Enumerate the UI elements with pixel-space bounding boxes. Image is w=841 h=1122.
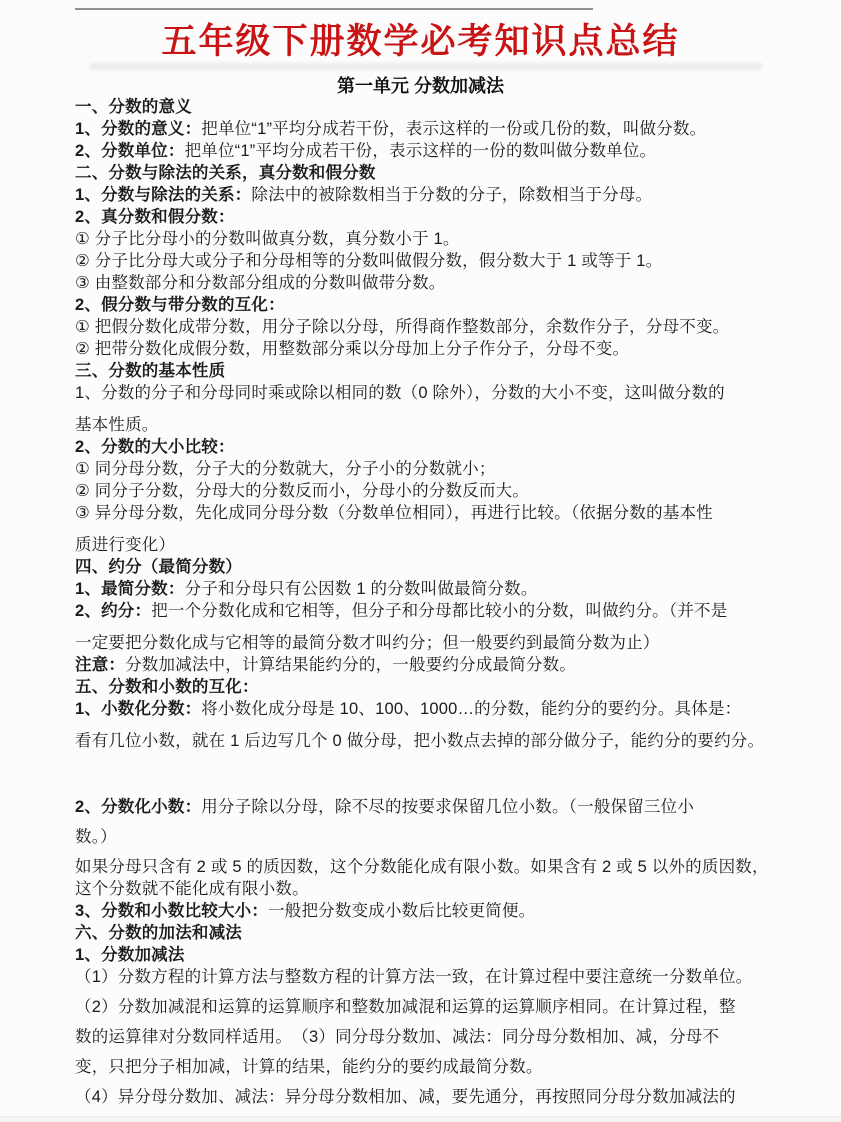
line-text: 把单位“1”平均分成若干份，表示这样的一份的数叫做分数单位。 xyxy=(184,142,657,160)
line-text: 一定要把分数化成与它相等的最简分数才叫约分；但一般要约到最简分数为止） xyxy=(75,634,660,652)
doc-heading-line xyxy=(75,162,781,184)
line-lead: 一、分数的意义 xyxy=(75,98,192,116)
line-text: 分子和分母只有公因数 1 的分数叫做最简分数。 xyxy=(184,580,538,598)
line-lead: 1、最简分数： xyxy=(75,580,185,598)
line-lead: 1、分数的意义： xyxy=(75,120,202,138)
doc-text-line xyxy=(75,414,781,436)
bottom-strip xyxy=(0,1116,841,1122)
line-lead: 注意： xyxy=(75,656,126,674)
doc-text-line xyxy=(75,228,781,250)
doc-text-line xyxy=(75,250,781,272)
line-lead: 1、小数化分数： xyxy=(75,700,202,718)
line-lead: 2、分数的大小比较： xyxy=(75,438,235,456)
line-text: 把单位“1”平均分成若干份，表示这样的一份或几份的数，叫做分数。 xyxy=(201,120,707,138)
section-heading: 第一单元 分数加减法 xyxy=(336,76,504,96)
line-text: ① 同分母分数，分子大的分数就大，分子小的分数就小； xyxy=(75,460,496,478)
doc-heading-line xyxy=(75,676,781,698)
doc-text-line xyxy=(75,654,781,676)
doc-text-line xyxy=(75,578,781,600)
line-text: 将小数化成分母是 10、100、1000…的分数，能约分的要约分。具体是： xyxy=(201,700,742,718)
doc-text-line xyxy=(75,272,781,294)
line-text: ① 分子比分母小的分数叫做真分数，真分数小于 1。 xyxy=(75,230,460,248)
line-lead: 三、分数的基本性质 xyxy=(75,362,226,380)
scan-artifact xyxy=(90,63,762,70)
doc-text-line xyxy=(75,1026,781,1048)
doc-text-line xyxy=(75,856,781,878)
line-lead: 四、约分（最简分数） xyxy=(75,558,242,576)
line-text: 看有几位小数，就在 1 后边写几个 0 做分母，把小数点去掉的部分做分子，能约分的要约分。 xyxy=(75,732,765,750)
doc-text-line xyxy=(75,796,781,818)
line-text: 基本性质。 xyxy=(75,416,159,434)
page-title: 五年级下册数学必考知识点总结 xyxy=(161,22,680,61)
line-lead: 1、分数与除法的关系： xyxy=(75,186,252,204)
doc-text-line xyxy=(75,1086,781,1108)
doc-text-line xyxy=(75,140,781,162)
line-text: ③ 由整数部分和分数部分组成的分数叫做带分数。 xyxy=(75,274,446,292)
line-text: ① 把假分数化成带分数，用分子除以分母，所得商作整数部分，余数作分子，分母不变。 xyxy=(75,318,730,336)
doc-text-line xyxy=(75,878,781,900)
doc-heading-line xyxy=(75,922,781,944)
doc-text-line xyxy=(75,118,781,140)
doc-heading-line xyxy=(75,294,781,316)
line-lead: 六、分数的加法和减法 xyxy=(75,924,242,942)
line-lead: 二、分数与除法的关系，真分数和假分数 xyxy=(75,164,376,182)
doc-heading-line xyxy=(75,436,781,458)
line-lead: 2、约分： xyxy=(75,602,152,620)
line-text: （1）分数方程的计算方法与整数方程的计算方法一致，在计算过程中要注意统一分数单位。 xyxy=(75,968,753,986)
doc-text-line xyxy=(75,900,781,922)
line-text: ③ 异分母分数，先化成同分母分数（分数单位相同），再进行比较。（依据分数的基本性 xyxy=(75,504,713,522)
top-divider xyxy=(75,8,593,10)
line-lead: 2、假分数与带分数的互化： xyxy=(75,296,285,314)
doc-text-line xyxy=(75,316,781,338)
line-lead: 3、分数和小数比较大小： xyxy=(75,902,269,920)
doc-text-line xyxy=(75,600,781,622)
doc-text-line xyxy=(75,534,781,556)
doc-text-line xyxy=(75,382,781,404)
doc-text-line xyxy=(75,996,781,1018)
doc-text-line xyxy=(75,632,781,654)
doc-text-line xyxy=(75,826,781,848)
doc-text-line xyxy=(75,730,781,752)
line-text: （2）分数加减混和运算的运算顺序和整数加减混和运算的运算顺序相同。在计算过程，整 xyxy=(75,998,736,1016)
line-text: 数。） xyxy=(75,828,117,846)
line-text: 1、分数的分子和分母同时乘或除以相同的数（0 除外），分数的大小不变，这叫做分数的 xyxy=(75,384,725,402)
line-text: ② 把带分数化成假分数，用整数部分乘以分母加上分子作分子，分母不变。 xyxy=(75,340,630,358)
doc-text-line xyxy=(75,1056,781,1078)
line-text: 数的运算律对分数同样适用。 （3）同分母分数加、减法：同分母分数相加、减，分母不 xyxy=(75,1028,720,1046)
line-text: 质进行变化） xyxy=(75,536,176,554)
doc-heading-line xyxy=(75,96,781,118)
doc-text-line xyxy=(75,698,781,720)
line-lead: 2、分数单位： xyxy=(75,142,185,160)
line-text: ② 同分子分数，分母大的分数反而小，分母小的分数反而大。 xyxy=(75,482,529,500)
doc-heading-line xyxy=(75,556,781,578)
doc-text-line xyxy=(75,480,781,502)
line-lead: 2、真分数和假分数： xyxy=(75,208,235,226)
doc-heading-line xyxy=(75,944,781,966)
line-lead: 1、分数加减法 xyxy=(75,946,185,964)
line-text: 分数加减法中，计算结果能约分的，一般要约分成最简分数。 xyxy=(125,656,577,674)
doc-text-line xyxy=(75,338,781,360)
doc-heading-line xyxy=(75,360,781,382)
line-lead: 2、分数化小数： xyxy=(75,798,202,816)
doc-text-line xyxy=(75,184,781,206)
line-text: 把一个分数化成和它相等，但分子和分母都比较小的分数，叫做约分。（并不是 xyxy=(151,602,728,620)
line-text: 变，只把分子相加减，计算的结果，能约分的要约成最简分数。 xyxy=(75,1058,543,1076)
line-text: 一般把分数变成小数后比较更简便。 xyxy=(268,902,536,920)
doc-heading-line xyxy=(75,206,781,228)
document-body xyxy=(75,96,781,1108)
line-text: ② 分子比分母大或分子和分母相等的分数叫做假分数，假分数大于 1 或等于 1。 xyxy=(75,252,663,270)
line-text: 如果分母只含有 2 或 5 的质因数，这个分数能化成有限小数。如果含有 2 或 5 以外的质因数， xyxy=(75,858,769,876)
line-lead: 五、分数和小数的互化： xyxy=(75,678,259,696)
line-text: 除法中的被除数相当于分数的分子，除数相当于分母。 xyxy=(251,186,653,204)
doc-text-line xyxy=(75,502,781,524)
doc-text-line xyxy=(75,966,781,988)
line-text: 这个分数就不能化成有限小数。 xyxy=(75,880,309,898)
line-text: （4）异分母分数加、减法：异分母分数相加、减，要先通分，再按照同分母分数加减法的 xyxy=(75,1088,736,1106)
line-text: 用分子除以分母，除不尽的按要求保留几位小数。（一般保留三位小 xyxy=(201,798,695,816)
doc-text-line xyxy=(75,458,781,480)
